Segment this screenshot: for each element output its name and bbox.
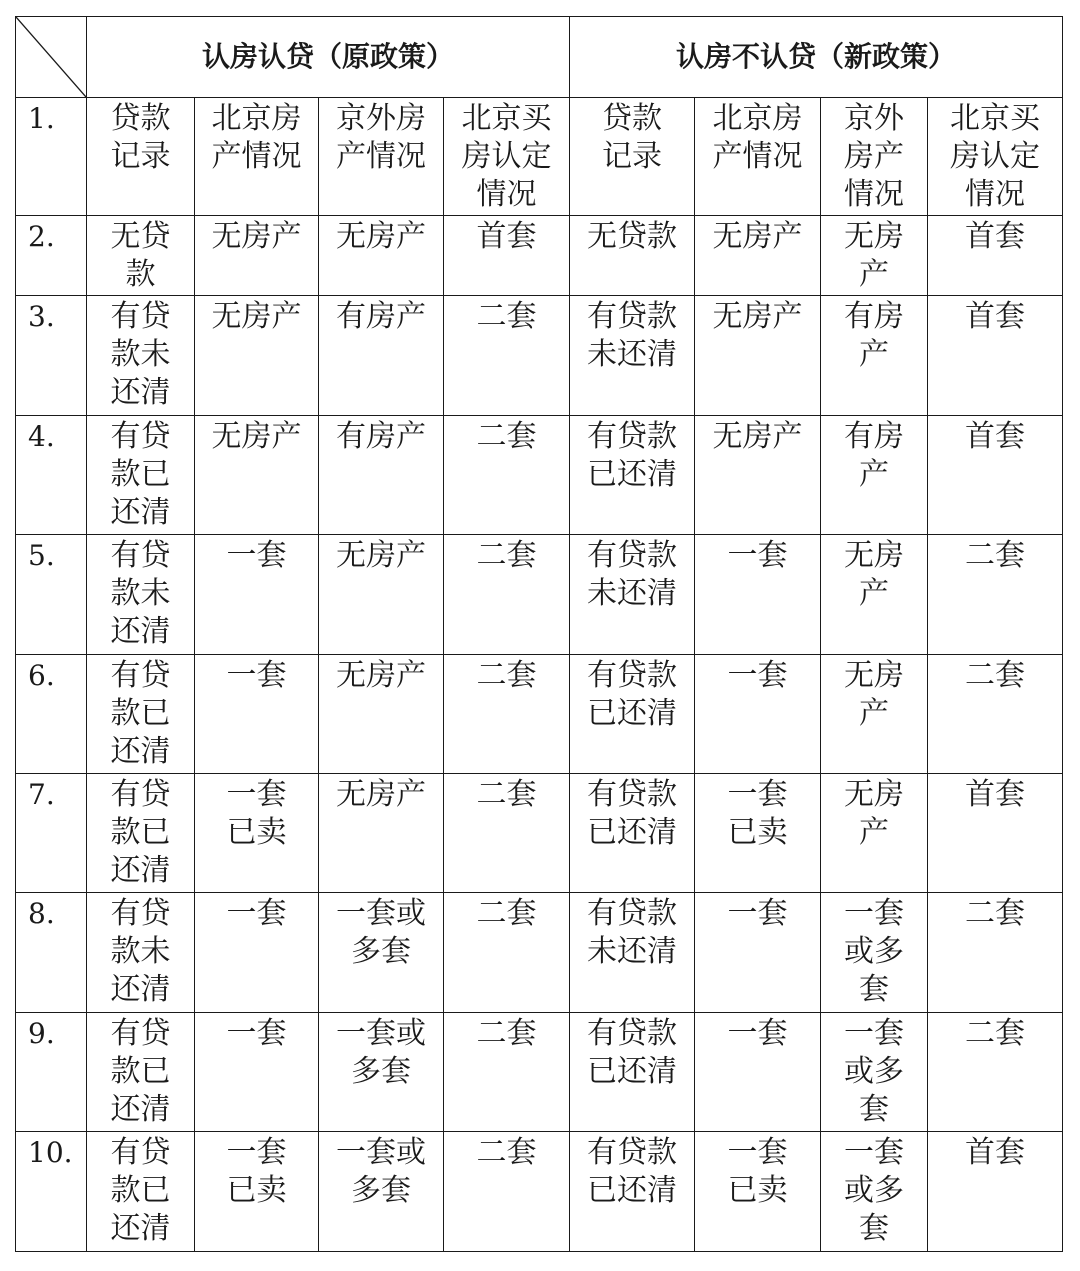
new-loan-record-cell: 无贷款 — [570, 216, 695, 296]
old-beijing-property-cell: 一套 — [195, 893, 319, 1013]
old-outside-beijing-property-cell: 无房产 — [319, 774, 444, 893]
new-outside-beijing-property-cell: 一套 或多 套 — [821, 1132, 928, 1252]
table-row — [16, 774, 1063, 893]
old-beijing-property-cell: 无房产 — [195, 296, 319, 416]
old-beijing-property-cell: 北京房 产情况 — [195, 98, 319, 216]
header-new-policy: 认房不认贷（新政策） — [570, 17, 1063, 98]
header-row — [16, 17, 1063, 98]
new-outside-beijing-property-cell: 无房 产 — [821, 655, 928, 774]
row-number: 10. — [16, 1132, 87, 1252]
row-number: 6. — [16, 655, 87, 774]
old-beijing-property-cell: 无房产 — [195, 416, 319, 535]
new-beijing-property-cell: 一套 — [695, 535, 821, 655]
old-loan-record-cell: 有贷 款已 还清 — [87, 416, 195, 535]
old-beijing-property-cell: 一套 — [195, 535, 319, 655]
old-outside-beijing-property-cell: 无房产 — [319, 535, 444, 655]
table-row — [16, 893, 1063, 1013]
new-purchase-determination-cell: 首套 — [928, 416, 1063, 535]
new-purchase-determination-cell: 二套 — [928, 535, 1063, 655]
old-purchase-determination-cell: 二套 — [444, 416, 570, 535]
old-loan-record-cell: 有贷 款未 还清 — [87, 296, 195, 416]
new-loan-record-cell: 有贷款 已还清 — [570, 1132, 695, 1252]
table-row — [16, 296, 1063, 416]
new-loan-record-cell: 有贷款 未还清 — [570, 535, 695, 655]
header-old-policy: 认房认贷（原政策） — [87, 17, 570, 98]
new-loan-record-cell: 贷款 记录 — [570, 98, 695, 216]
new-beijing-property-cell: 一套 — [695, 655, 821, 774]
new-loan-record-cell: 有贷款 已还清 — [570, 655, 695, 774]
row-number: 2. — [16, 216, 87, 296]
row-number: 1. — [16, 98, 87, 216]
old-outside-beijing-property-cell: 一套或 多套 — [319, 893, 444, 1013]
row-number: 4. — [16, 416, 87, 535]
row-number: 9. — [16, 1013, 87, 1132]
new-loan-record-cell: 有贷款 未还清 — [570, 893, 695, 1013]
new-beijing-property-cell: 一套 — [695, 893, 821, 1013]
table-row — [16, 416, 1063, 535]
new-beijing-property-cell: 无房产 — [695, 296, 821, 416]
row-number: 7. — [16, 774, 87, 893]
new-beijing-property-cell: 一套 已卖 — [695, 1132, 821, 1252]
old-purchase-determination-cell: 二套 — [444, 893, 570, 1013]
old-beijing-property-cell: 无房产 — [195, 216, 319, 296]
new-purchase-determination-cell: 首套 — [928, 216, 1063, 296]
new-purchase-determination-cell: 二套 — [928, 893, 1063, 1013]
new-outside-beijing-property-cell: 无房 产 — [821, 216, 928, 296]
old-outside-beijing-property-cell: 有房产 — [319, 296, 444, 416]
old-purchase-determination-cell: 二套 — [444, 774, 570, 893]
diagonal-divider-line — [16, 17, 86, 97]
new-loan-record-cell: 有贷款 已还清 — [570, 774, 695, 893]
table-row — [16, 216, 1063, 296]
old-loan-record-cell: 无贷 款 — [87, 216, 195, 296]
old-beijing-property-cell: 一套 已卖 — [195, 774, 319, 893]
new-purchase-determination-cell: 首套 — [928, 296, 1063, 416]
old-purchase-determination-cell: 二套 — [444, 1132, 570, 1252]
table-row — [16, 1132, 1063, 1252]
old-loan-record-cell: 有贷 款未 还清 — [87, 535, 195, 655]
row-number: 5. — [16, 535, 87, 655]
new-loan-record-cell: 有贷款 未还清 — [570, 296, 695, 416]
table-row — [16, 98, 1063, 216]
policy-comparison-table — [15, 16, 1063, 1252]
diagonal-corner-cell — [16, 17, 87, 98]
new-loan-record-cell: 有贷款 已还清 — [570, 416, 695, 535]
table-row — [16, 535, 1063, 655]
new-beijing-property-cell: 一套 — [695, 1013, 821, 1132]
new-beijing-property-cell: 无房产 — [695, 416, 821, 535]
new-purchase-determination-cell: 首套 — [928, 1132, 1063, 1252]
table-body — [16, 17, 1063, 1252]
old-purchase-determination-cell: 二套 — [444, 535, 570, 655]
new-beijing-property-cell: 北京房 产情况 — [695, 98, 821, 216]
new-purchase-determination-cell: 二套 — [928, 655, 1063, 774]
old-beijing-property-cell: 一套 已卖 — [195, 1132, 319, 1252]
table-row — [16, 655, 1063, 774]
old-outside-beijing-property-cell: 京外房 产情况 — [319, 98, 444, 216]
new-outside-beijing-property-cell: 无房 产 — [821, 535, 928, 655]
old-outside-beijing-property-cell: 无房产 — [319, 655, 444, 774]
new-purchase-determination-cell: 二套 — [928, 1013, 1063, 1132]
old-purchase-determination-cell: 首套 — [444, 216, 570, 296]
new-outside-beijing-property-cell: 一套 或多 套 — [821, 1013, 928, 1132]
old-beijing-property-cell: 一套 — [195, 655, 319, 774]
new-loan-record-cell: 有贷款 已还清 — [570, 1013, 695, 1132]
new-beijing-property-cell: 一套 已卖 — [695, 774, 821, 893]
old-loan-record-cell: 有贷 款已 还清 — [87, 1132, 195, 1252]
old-loan-record-cell: 有贷 款未 还清 — [87, 893, 195, 1013]
old-purchase-determination-cell: 二套 — [444, 655, 570, 774]
old-purchase-determination-cell: 二套 — [444, 296, 570, 416]
new-outside-beijing-property-cell: 一套 或多 套 — [821, 893, 928, 1013]
old-beijing-property-cell: 一套 — [195, 1013, 319, 1132]
new-outside-beijing-property-cell: 无房 产 — [821, 774, 928, 893]
row-number: 3. — [16, 296, 87, 416]
new-purchase-determination-cell: 首套 — [928, 774, 1063, 893]
old-outside-beijing-property-cell: 无房产 — [319, 216, 444, 296]
table-row — [16, 1013, 1063, 1132]
new-outside-beijing-property-cell: 京外 房产 情况 — [821, 98, 928, 216]
old-loan-record-cell: 有贷 款已 还清 — [87, 655, 195, 774]
new-purchase-determination-cell: 北京买 房认定 情况 — [928, 98, 1063, 216]
old-purchase-determination-cell: 二套 — [444, 1013, 570, 1132]
row-number: 8. — [16, 893, 87, 1013]
old-loan-record-cell: 贷款 记录 — [87, 98, 195, 216]
old-purchase-determination-cell: 北京买 房认定 情况 — [444, 98, 570, 216]
old-outside-beijing-property-cell: 一套或 多套 — [319, 1132, 444, 1252]
old-outside-beijing-property-cell: 有房产 — [319, 416, 444, 535]
new-outside-beijing-property-cell: 有房 产 — [821, 296, 928, 416]
new-beijing-property-cell: 无房产 — [695, 216, 821, 296]
old-outside-beijing-property-cell: 一套或 多套 — [319, 1013, 444, 1132]
old-loan-record-cell: 有贷 款已 还清 — [87, 774, 195, 893]
old-loan-record-cell: 有贷 款已 还清 — [87, 1013, 195, 1132]
new-outside-beijing-property-cell: 有房 产 — [821, 416, 928, 535]
